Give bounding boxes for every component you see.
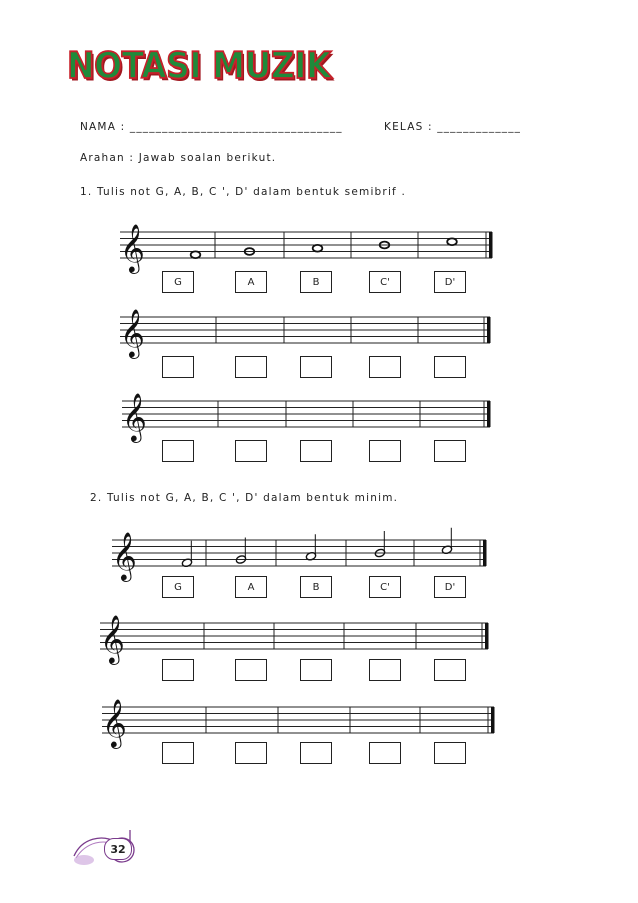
answer-box[interactable] bbox=[162, 742, 194, 764]
answer-box[interactable] bbox=[369, 659, 401, 681]
answer-box[interactable] bbox=[300, 742, 332, 764]
staff-blank bbox=[98, 613, 494, 665]
answer-box[interactable] bbox=[235, 659, 267, 681]
semibreve-note bbox=[447, 238, 457, 245]
name-field-label: NAMA : _________________________________ bbox=[80, 121, 343, 133]
answer-box[interactable] bbox=[300, 356, 332, 378]
staff-lines bbox=[112, 540, 486, 566]
answer-box[interactable] bbox=[300, 440, 332, 462]
staff-example-minim bbox=[110, 530, 492, 582]
answer-box[interactable] bbox=[434, 659, 466, 681]
treble-clef-icon: 𝄞 bbox=[102, 698, 127, 747]
staff-blank bbox=[120, 391, 496, 443]
final-bar-line bbox=[485, 623, 489, 649]
answer-box[interactable] bbox=[369, 742, 401, 764]
staff-lines bbox=[102, 707, 494, 733]
semibreve-note bbox=[313, 245, 323, 252]
page-footer bbox=[72, 828, 142, 870]
semibreve-note bbox=[191, 251, 201, 258]
treble-clef-icon: 𝄞 bbox=[100, 614, 125, 663]
treble-clef-icon: 𝄞 bbox=[120, 308, 145, 357]
final-bar-line bbox=[487, 401, 491, 427]
question-1-text: 1. Tulis not G, A, B, C ', D' dalam bentuk semibrif . bbox=[80, 186, 407, 198]
staff-blank bbox=[118, 307, 496, 359]
note-label-box: A bbox=[235, 271, 267, 293]
page-number: 32 bbox=[104, 838, 132, 860]
answer-box[interactable] bbox=[434, 356, 466, 378]
note-label-box: G bbox=[162, 576, 194, 598]
staff-lines bbox=[120, 232, 492, 258]
answer-box[interactable] bbox=[300, 659, 332, 681]
final-bar-line bbox=[491, 707, 495, 733]
note-label-box: B bbox=[300, 271, 332, 293]
answer-box[interactable] bbox=[434, 440, 466, 462]
note-label-box: D' bbox=[434, 576, 466, 598]
note-label-box: C' bbox=[369, 576, 401, 598]
answer-box[interactable] bbox=[162, 659, 194, 681]
note-label-box: B bbox=[300, 576, 332, 598]
answer-box[interactable] bbox=[235, 742, 267, 764]
note-label-box: D' bbox=[434, 271, 466, 293]
answer-box[interactable] bbox=[162, 356, 194, 378]
answer-box[interactable] bbox=[369, 440, 401, 462]
question-2-text: 2. Tulis not G, A, B, C ', D' dalam bentuk minim. bbox=[90, 492, 399, 504]
answer-box[interactable] bbox=[235, 356, 267, 378]
note-label-box: G bbox=[162, 271, 194, 293]
final-bar-line bbox=[489, 232, 493, 258]
staff-lines bbox=[120, 317, 490, 343]
final-bar-line bbox=[487, 317, 491, 343]
answer-box[interactable] bbox=[434, 742, 466, 764]
staff-lines bbox=[100, 623, 488, 649]
treble-clef-icon: 𝄞 bbox=[120, 223, 145, 272]
answer-box[interactable] bbox=[162, 440, 194, 462]
staff-lines bbox=[122, 401, 490, 427]
treble-clef-icon: 𝄞 bbox=[122, 392, 147, 441]
answer-box[interactable] bbox=[235, 440, 267, 462]
answer-box[interactable] bbox=[369, 356, 401, 378]
page-title: NOTASI MUZIK bbox=[67, 44, 332, 87]
treble-clef-icon: 𝄞 bbox=[112, 531, 137, 580]
instruction-text: Arahan : Jawab soalan berikut. bbox=[80, 152, 277, 164]
staff-example-semibreve bbox=[118, 222, 498, 274]
class-field-label: KELAS : _____________ bbox=[384, 121, 522, 133]
note-label-box: C' bbox=[369, 271, 401, 293]
note-label-box: A bbox=[235, 576, 267, 598]
final-bar-line bbox=[483, 540, 487, 566]
